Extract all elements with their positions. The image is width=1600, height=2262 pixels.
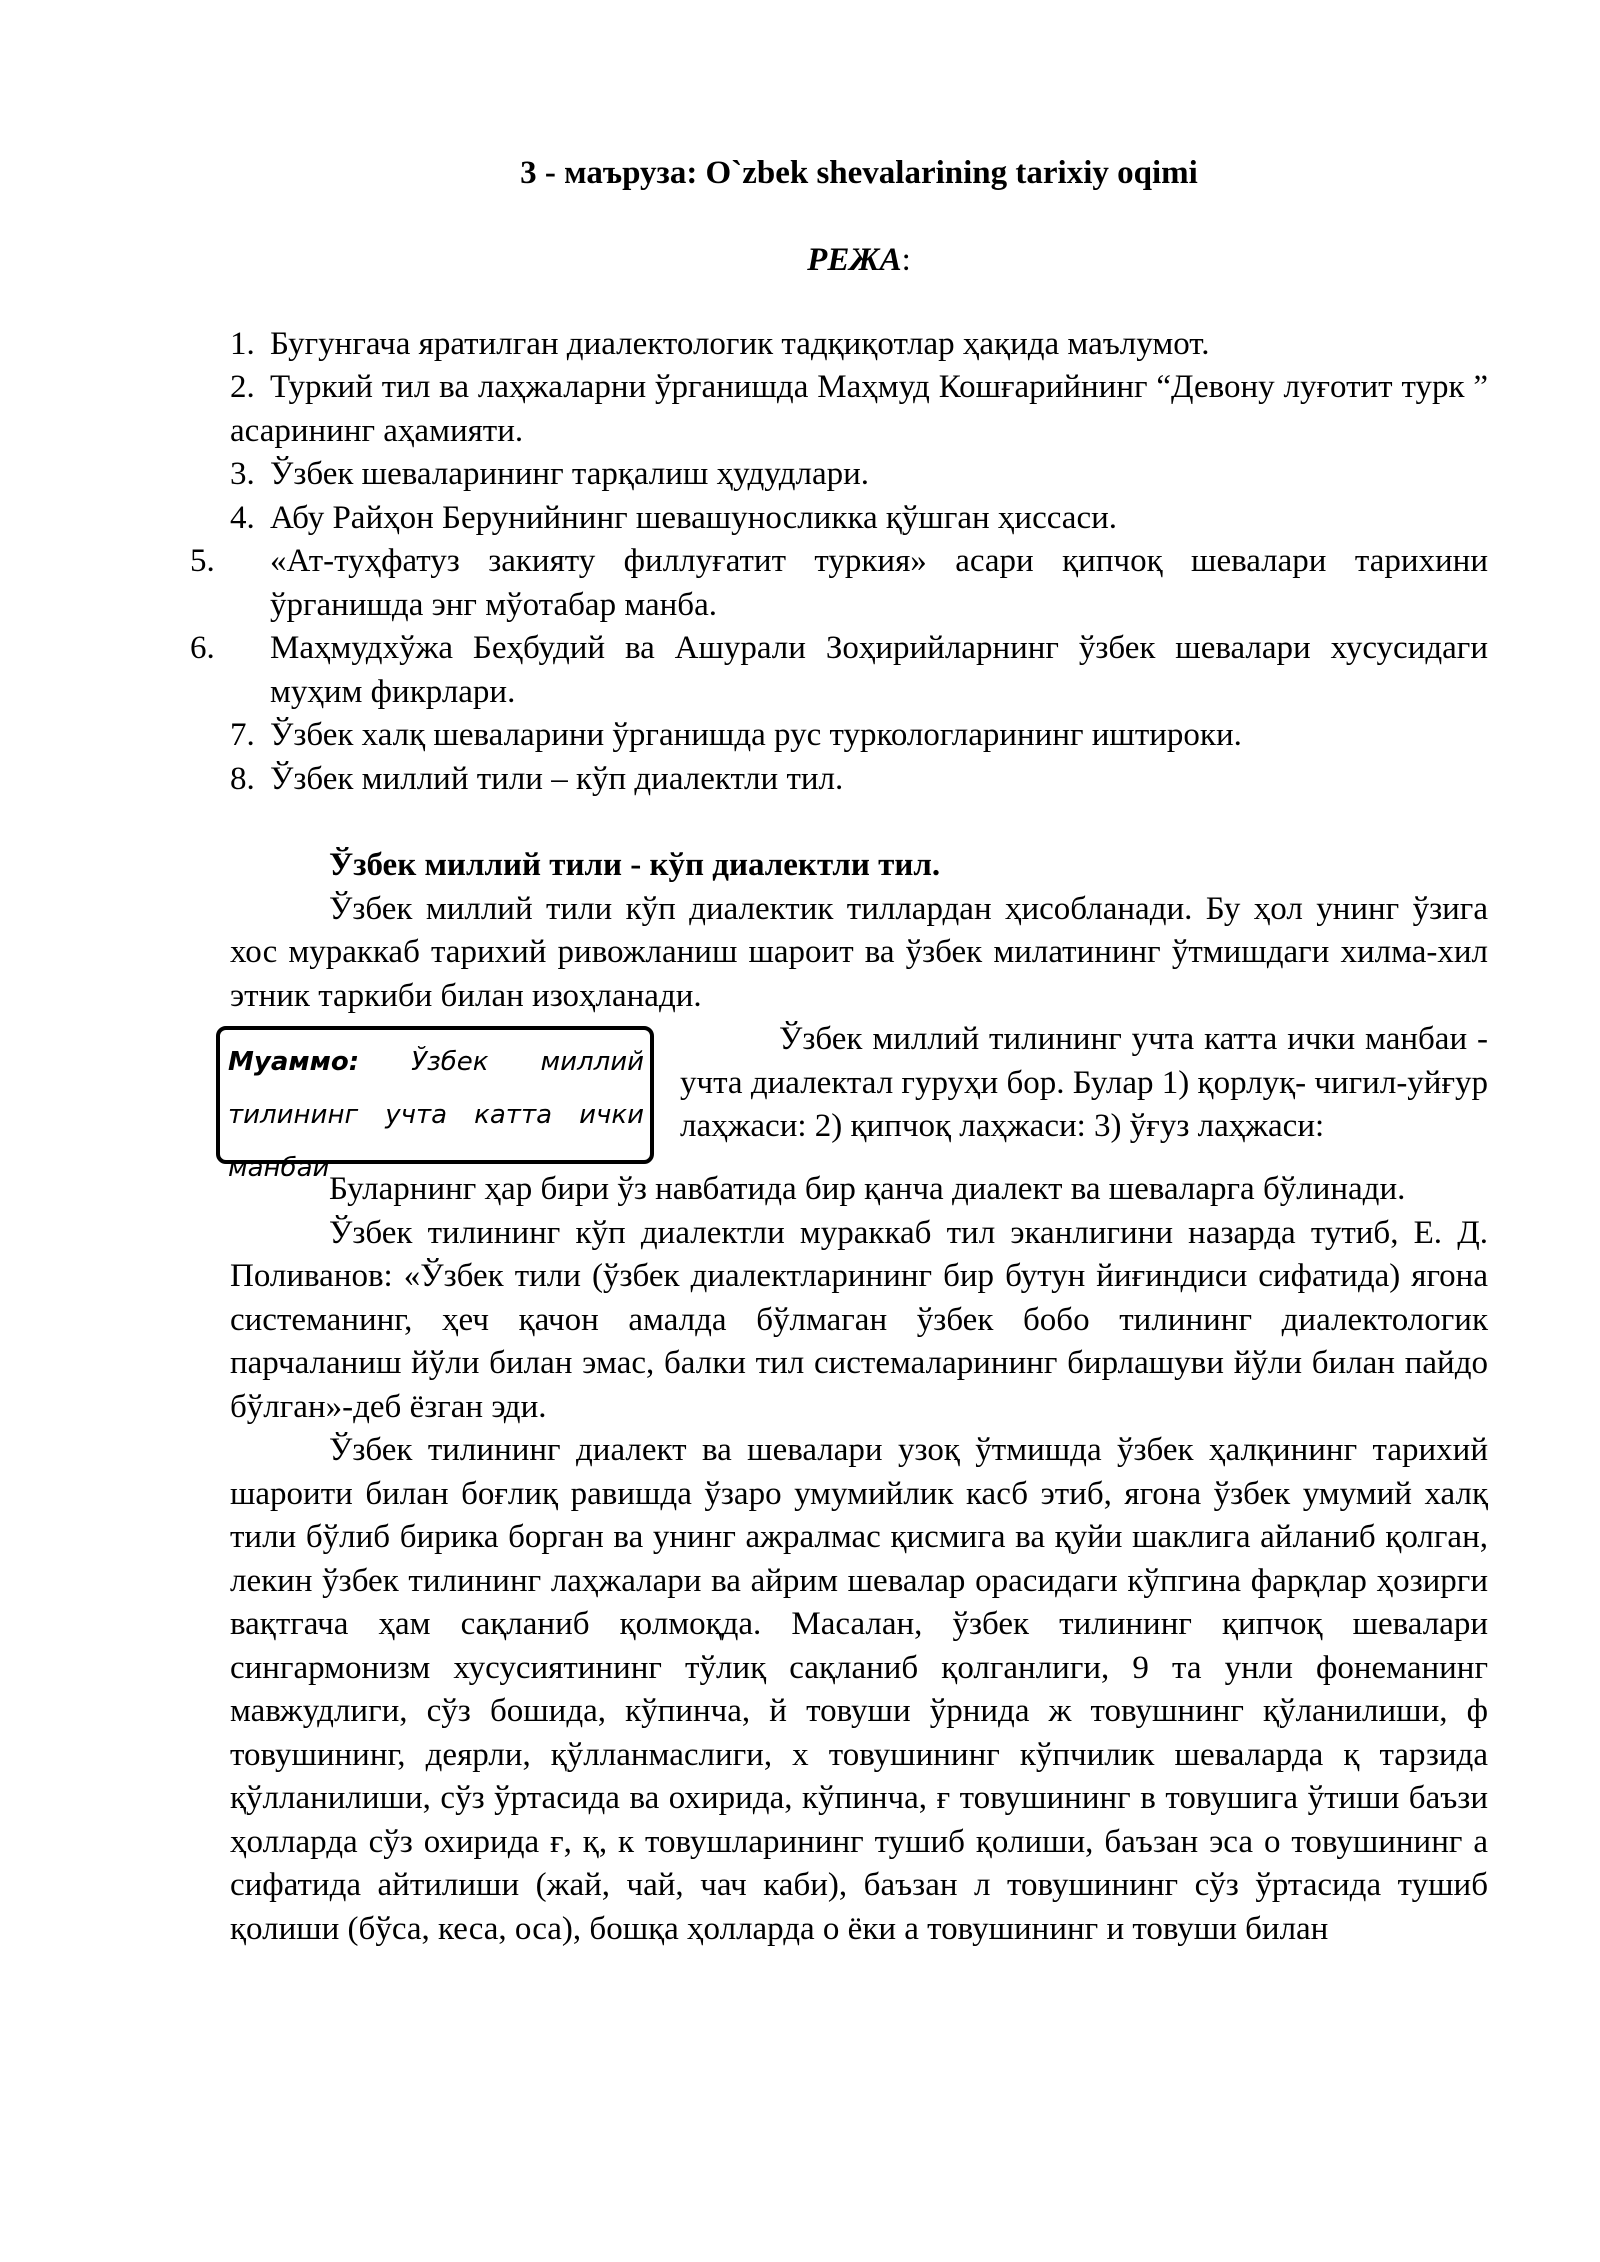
plan-heading: [230, 239, 1488, 283]
plan-item-6: [190, 627, 1488, 714]
lecture-title: 3 - маъруза: O`zbek shevalarining tarixiy oqimi: [520, 155, 1198, 191]
plan-heading-colon: :: [901, 242, 911, 278]
plan-item-number: 4.: [230, 499, 255, 536]
plan-item-number: 7.: [230, 717, 255, 753]
plan-item-number: 5.: [190, 543, 215, 579]
plan-item-number: 3.: [230, 456, 255, 492]
plan-item-text: «Ат-туҳфатуз закияту филлуғатит туркия» асари қипчоқ шевалари тарихини ўрганишда энг мўотабар манба.: [270, 543, 1488, 623]
callout-label: Муаммо:: [228, 1047, 360, 1077]
paragraph-2: Ўзбек миллий тилининг учта катта ички манбаи - учта диалектал гуруҳи бор. Булар 1) қорлуқ- чигил-уйғур лаҳжаси: 2) қипчоқ лаҳжаси: 3) ўғуз лаҳжаси:: [680, 1021, 1488, 1144]
plan-item-1: [230, 323, 1488, 367]
paragraph-3: Буларнинг ҳар бири ўз навбатида бир қанча диалект ва шеваларга бўлинади.: [329, 1171, 1406, 1207]
plan-item-text: Ўзбек халқ шеваларини ўрганишда рус туркологларининг иштироки.: [270, 717, 1242, 753]
plan-item-number: 8.: [230, 760, 255, 797]
plan-item-3: [230, 453, 1488, 497]
plan-item-text: Абу Райҳон Берунийнинг шевашуносликка қўшган ҳиссаси.: [270, 499, 1117, 536]
plan-item-text: Бугунгача яратилган диалектологик тадқиқотлар ҳақида маълумот.: [270, 325, 1210, 362]
plan-item-number: 1.: [230, 325, 255, 362]
section-heading: Ўзбек миллий тили - кўп диалектли тил.: [329, 847, 941, 883]
paragraph-5: Ўзбек тилининг диалект ва шевалари узоқ ўтмишда ўзбек ҳалқининг тарихий шароити билан боғлиқ равишда ўзаро умумийлик касб этиб, ягона ўзбек умумий халқ тили бўлиб бирика борган ва унинг ажралмас қисмига ва қуйи шаклига айланиб қолган, лекин ўзбек тилининг лаҳжалари ва айрим шевалар орасидаги кўпгина фарқлар ҳозирги вақтгача ҳам сақланиб қолмоқда. Масалан, ўзбек тилининг қипчоқ шевалари сингармонизм хусусиятининг тўлиқ сақланиб қолганлиги, 9 та унли фонеманинг мавжудлиги, сўз бошида, кўпинча, й товуши ўрнида ж товушнинг қўланилиши, ф товушининг, деярли, қўлланмаслиги, х товушининг кўпчилик шеваларда қ тарзида қўлланилиши, сўз ўртасида ва охирида, кўпинча, ғ товушининг в товушига ўтиши баъзи ҳолларда сўз охирида ғ, қ, к товушларининг тушиб қолиши, баъзан эса о товушининг а сифатида айтилиши (жай, чай, чач каби), баъзан л товушининг сўз ўртасида тушиб қолиши (бўса, кеса, оса), бошқа ҳолларда о ёки а товушининг и товуши билан: [230, 1432, 1488, 1947]
plan-list: [190, 323, 1488, 802]
plan-item-text: Туркий тил ва лаҳжаларни ўрганишда Маҳмуд Кошғарийнинг “Девону луғотит турк ” асарининг аҳамияти.: [230, 369, 1488, 449]
paragraph-1: Ўзбек миллий тили кўп диалектик тиллардан ҳисобланади. Бу ҳол унинг ўзига хос мураккаб тарихий ривожланиш шароит ва ўзбек милатининг ўтмишдаги хилма-хил этник таркиби билан изоҳланади.: [230, 890, 1488, 1014]
callout-text: Ўзбек миллий тилининг учта катта ички манбаи: [228, 1047, 644, 1183]
plan-item-2: [230, 366, 1488, 453]
callout-wrap-block: [228, 1018, 1488, 1183]
plan-item-5: [190, 540, 1488, 627]
plan-item-number: 2.: [230, 369, 255, 405]
problem-callout-box: [216, 1026, 654, 1183]
plan-item-text: Ўзбек шеваларининг тарқалиш ҳудудлари.: [270, 456, 870, 492]
plan-item-number: 6.: [190, 630, 215, 666]
plan-item-text: Ўзбек миллий тили – кўп диалектли тил.: [270, 760, 844, 797]
plan-item-7: [230, 714, 1488, 758]
plan-item-text: Маҳмудхўжа Беҳбудий ва Ашурали Зоҳирийларнинг ўзбек шевалари хусусидаги муҳим фикрлари.: [270, 630, 1488, 710]
plan-item-8: [230, 758, 1488, 802]
plan-heading-word: РЕЖА: [807, 242, 902, 278]
document-page: [190, 150, 1488, 1951]
plan-item-4: [230, 497, 1488, 541]
paragraph-4: Ўзбек тилининг кўп диалектли мураккаб тил эканлигини назарда тутиб, Е. Д. Поливанов: «Ўзбек тили (ўзбек диалектларининг бир бутун йиғиндиси сифатида) ягона системанинг, ҳеч қачон амалда бўлмаган ўзбек бобо тилининг диалектологик парчаланиш йўли билан эмас, балки тил системаларининг бирлашуви йўли билан пайдо бўлган»-деб ёзган эди.: [230, 1214, 1488, 1425]
